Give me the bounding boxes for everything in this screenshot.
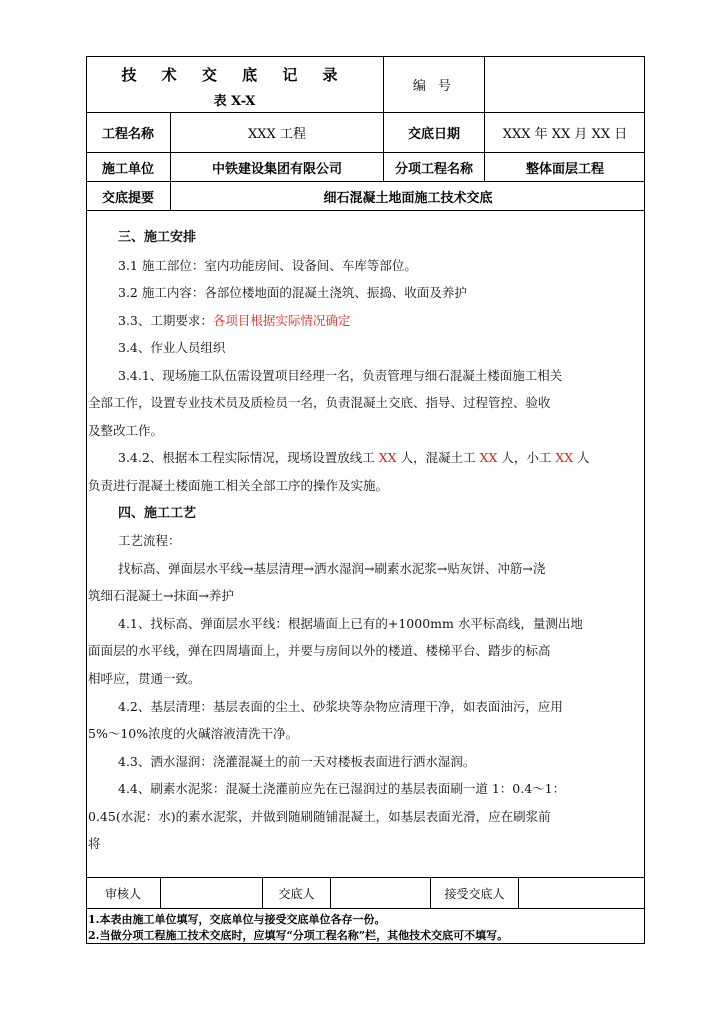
paragraph-line: 3.2 施工内容：各部位楼地面的混凝土浇筑、振捣、收面及养护 — [118, 285, 467, 300]
highlight-text: XX — [551, 450, 578, 465]
text-segment: 3.4.2、根据本工程实际情况，现场设置放线工 — [118, 450, 375, 465]
project-name-label: 工程名称 — [101, 127, 154, 142]
paragraph-line: 将 — [88, 836, 101, 851]
paragraph-line: 3.1 施工部位：室内功能房间、设备间、车库等部位。 — [118, 258, 417, 273]
text-segment: 人，小工 — [501, 450, 552, 465]
date-value[interactable]: XXX 年 XX 月 XX 日 — [502, 127, 628, 142]
paragraph-line: 负责进行混凝土楼面施工相关全部工序的操作及实施。 — [88, 478, 389, 493]
unit-value[interactable]: 中铁建设集团有限公司 — [211, 161, 342, 177]
label-text: 3.3、工期要求： — [118, 313, 213, 328]
highlight-text: XX — [475, 450, 502, 465]
paragraph-line: 相呼应，贯通一致。 — [88, 671, 201, 686]
text-segment: 人 — [577, 450, 590, 465]
number-field[interactable] — [485, 56, 645, 112]
receiver-field[interactable] — [519, 878, 645, 908]
unit-label: 施工单位 — [101, 161, 154, 177]
divider — [86, 210, 645, 211]
date-label: 交底日期 — [407, 127, 460, 142]
paragraph-line: 4.2、基层清理：基层表面的尘土、砂浆块等杂物应清理干净，如表面油污，应用 — [118, 699, 563, 714]
paragraph-line: 4.4、刷素水泥浆：混凝土浇灌前应先在已湿润过的基层表面刷一道 1：0.4～1： — [118, 781, 566, 796]
paragraph-line: 5%～10%浓度的火碱溶液清洗干净。 — [88, 726, 299, 741]
reviewer-label: 审核人 — [104, 886, 141, 901]
footnote: 1.本表由施工单位填写，交底单位与接受交底单位各存一份。 — [88, 913, 386, 926]
paragraph-line: 工艺流程： — [118, 533, 181, 548]
project-name-value[interactable]: XXX 工程 — [248, 127, 306, 142]
paragraph-line: 全部工作，设置专业技术员及质检员一名，负责混凝土交底、指导、过程管控、验收 — [88, 395, 551, 410]
section-heading: 三、施工安排 — [118, 230, 197, 245]
text-segment: 人，混凝土工 — [400, 450, 476, 465]
reviewer-field[interactable] — [161, 878, 262, 908]
footnote: 2.当做分项工程施工技术交底时，应填写“分项工程名称”栏，其他技术交底可不填写。 — [88, 929, 509, 942]
paragraph-line: 4.1、找标高、弹面层水平线：根据墙面上已有的+1000mm 水平标高线，量测出地 — [118, 616, 583, 631]
highlight-text: 各项目根据实际情况确定 — [212, 313, 351, 328]
form-number: 表 X-X — [213, 93, 256, 109]
paragraph-line: 及整改工作。 — [88, 423, 164, 438]
highlight-text: XX — [374, 450, 401, 465]
number-label: 编 号 — [412, 78, 456, 94]
sub-project-value[interactable]: 整体面层工程 — [525, 161, 604, 177]
paragraph-line: 找标高、弹面层水平线→基层清理→洒水湿润→刷素水泥浆→贴灰饼、冲筋→浇 — [118, 561, 546, 576]
paragraph-line: 3.4、作业人员组织 — [118, 340, 226, 355]
page-title: 技 术 交 底 记 录 — [121, 65, 348, 84]
divider — [86, 908, 645, 909]
discloser-field[interactable] — [331, 878, 430, 908]
paragraph-line: 筑细石混凝土→抹面→养护 — [88, 588, 234, 603]
paragraph-line: 3.4.1、现场施工队伍需设置项目经理一名，负责管理与细石混凝土楼面施工相关 — [118, 368, 563, 383]
summary-label: 交底提要 — [101, 190, 154, 206]
paragraph-line: 0.45(水泥：水)的素水泥浆，并做到随刷随铺混凝土，如基层表面光滑，应在刷浆前 — [88, 809, 551, 824]
sub-project-label: 分项工程名称 — [394, 161, 473, 177]
paragraph-line — [88, 311, 673, 329]
section-heading: 四、施工工艺 — [118, 506, 197, 521]
receiver-label: 接受交底人 — [444, 886, 505, 901]
summary-value[interactable]: 细石混凝土地面施工技术交底 — [323, 190, 493, 206]
paragraph-line: 面面层的水平线，弹在四周墙面上，并要与房间以外的楼道、楼梯平台、踏步的标高 — [88, 643, 551, 658]
paragraph-line: 4.3、洒水湿润：浇灌混凝土的前一天对楼板表面进行洒水湿润。 — [118, 754, 476, 769]
discloser-label: 交底人 — [278, 886, 315, 901]
paragraph-line — [88, 448, 673, 466]
